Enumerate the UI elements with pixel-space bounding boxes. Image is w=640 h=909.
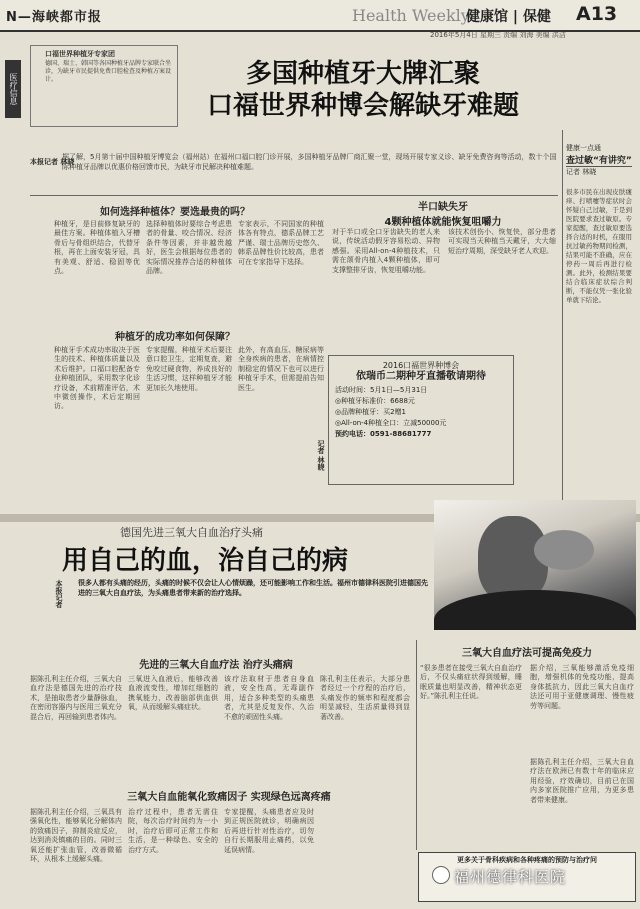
side-head-small: 健康一点通 [566,144,601,152]
event-line: ◎种植牙标准价：6688元 [335,397,415,405]
article-column: 种植牙手术成功率取决于医生的技术、种植体质量以及术后维护。口福口腔配备专业种植团队，采用数字化诊疗设备，术前精准评估，术中微创操作，术后定期回访。 [54,346,140,411]
subhead-line-1: 半口缺失牙 [418,202,468,213]
section-label: 健康馆 | 保健 [466,9,551,25]
story2-author: 本报记者 [55,580,63,608]
article-column: 据介绍，三氧能够激活免疫细胞，增强机体的免疫功能，提高身体抵抗力，因此三氧大自血疗法还可用于亚健康调理、慢性疲劳等问题。 [530,664,634,710]
story2-kicker: 德国先进三氧大自血治疗头痛 [120,526,263,539]
story2-subhead-1: 先进的三氧大自血疗法 治疗头痛病 [139,660,293,671]
watermark-text: 福州德律科医院 [454,868,567,886]
masthead-logo: N—海峡都市报 [6,10,102,25]
story2-headline: 用自己的血，治自己的病 [62,546,349,576]
story2-subhead-3: 三氧大自血疗法可提高免疫力 [462,648,592,659]
headline-line-2: 口福世界种博会解缺牙难题 [206,91,519,121]
event-line: 活动时间：5月1日—5月31日 [335,386,428,394]
side-column-text: 很多市民在出现皮肤瘙痒、打喷嚏等症状时会怀疑自己过敏，于是到医院要求查过敏原。专家提醒，查过敏原要选择合适的时机，在服用抗过敏药物期间检测，结果可能不准确，应在停药一周后再进行检测。此外，检测结果要结合临床症状综合判断，不能仅凭一张化验单就下结论。 [566,188,632,304]
article-column: 陈孔利主任表示，大部分患者经过一个疗程的治疗后，头痛发作的频率和程度都会明显减轻，生活质量得到显著改善。 [320,675,410,721]
event-line: ◎品牌种植牙：买2赠1 [335,408,407,416]
byline: 本报记者 林晓 [30,158,75,166]
date-line: 2016年5月4日 星期三 责编 刘海 美编 洪洁 [430,31,566,39]
photo-shoulder [434,590,636,630]
article-column: 专家提醒，头痛患者应及时到正规医院就诊，明确病因后再进行针对性治疗，切勿自行长期服用止痛药，以免延误病情。 [224,808,314,854]
wechat-icon [432,866,450,884]
subhead-choose-implant: 如何选择种植体？要选最贵的吗？ [100,207,250,218]
article-column: 据陈孔利主任介绍，三氧大自血疗法是德国先进的治疗技术，是抽取患者少量静脉血，在密闭容器内与医用三氧充分混合后，再回输到患者体内。 [30,675,122,721]
article-column: 专家提醒，种植牙术后要注意口腔卫生，定期复查，避免咬过硬食物，养成良好的生活习惯，这样种植牙才能更加长久地使用。 [146,346,232,392]
article-column: 此外，有高血压、糖尿病等全身疾病的患者，在病情控制稳定的情况下也可以进行种植牙手术，但需提前告知医生。 [238,346,324,392]
event-title: 依瑞币二期种牙直播敬请期待 [356,371,486,382]
story2-intro: 很多人都有头痛的经历，头痛的时候不仅会让人心情烦躁，还可能影响工作和生活。福州市德律科医院引进德国先进的三氧大自血疗法，为头痛患者带来新的治疗选择。 [78,579,428,597]
watermark [432,866,566,887]
headache-photo [434,500,636,630]
vertical-tag: 医疗信息 [5,60,21,118]
subhead-half-mouth [330,198,556,228]
article-column: 据陈孔利主任介绍，三氧具有强氧化性，能够氧化分解体内的致痛因子，抑制炎症反应，达到消炎镇痛的目的。同时三氧还能扩张血管，改善微循环，从根本上缓解头痛。 [30,808,122,864]
headline-line-1: 多国种植牙大牌汇聚 [245,59,480,89]
footer-title: 更多关于骨科疾病和各种疼痛的预防与治疗问 [457,856,597,864]
article-column: 三氧进入血液后，能够改善血液流变性，增加红细胞的携氧能力，改善脑部供血供氧，从而缓解头痛症状。 [128,675,218,712]
reporter-vertical: 记者 林晓 [317,440,325,471]
sidebar-text: 德国、瑞士、韩国等各国种植牙品牌专家联合坐诊，为缺牙市民提供免费口腔检查及种植方案设计。 [45,60,172,83]
article-column: 种植牙，是目前修复缺牙的最佳方案。种植体植入牙槽骨后与骨组织结合，代替牙根，再在上面安装牙冠，具有美观、舒适、稳固等优点。 [54,220,140,276]
sidebar-title: 口福世界种植牙专家团 [45,50,115,58]
event-line: ◎All-on-4种植全口：立减50000元 [335,419,447,427]
subhead-line-2: 4颗种植体就能恢复咀嚼力 [384,217,502,228]
article-column: 据陈孔利主任介绍，三氧大自血疗法在欧洲已有数十年的临床应用经验，疗效确切，目前已在国内多家医院推广应用，为更多患者带来健康。 [530,758,634,804]
page-header [0,0,640,32]
page-number: A13 [576,3,618,25]
article-column: 该疗法取材于患者自身血液，安全性高，无毒副作用，适合多种类型的头痛患者，尤其是反复发作、久治不愈的顽固性头痛。 [224,675,314,721]
article-column: 选择种植体时要综合考虑患者的骨量、咬合情况、经济条件等因素，并非越贵越好，医生会根据每位患者的实际情况推荐合适的种植体品牌。 [146,220,232,276]
main-headline [188,58,538,122]
column-divider [562,130,563,510]
story2-subhead-2: 三氧大自血能氧化致痛因子 实现绿色远离疼痛 [127,792,331,803]
article-column: 专家表示，不同国家的种植体各有特点，德系品牌工艺严谨、瑞士品牌历史悠久、韩系品牌性价比较高，患者可在专家指导下选择。 [238,220,324,266]
article-column: “很多患者在接受三氧大自血治疗后，不仅头痛症状得到缓解，睡眠质量也明显改善，精神状态更好。”陈孔利主任说。 [420,664,522,701]
side-head-title: 查过敏“有讲究” [566,153,632,167]
side-byline: 记者 林晓 [566,168,597,176]
article-column: 该技术创伤小、恢复快，部分患者可实现当天种植当天戴牙，大大缩短治疗周期，深受缺牙老人欢迎。 [448,228,556,255]
side-column-head [566,143,632,177]
event-small-title: 2016口福世界种博会 [382,361,460,370]
column-divider [416,640,417,850]
subhead-success-rate: 种植牙的成功率如何保障？ [115,332,235,343]
intro-paragraph: 据了解，5月第十届中国种植牙博览会（福州站）在福州口福口腔门诊开展，多国种植牙品牌厂商汇聚一堂，现场开展专家义诊、缺牙免费咨询等活动，数十个国际种植牙品牌以优惠价格回馈市民，为缺牙市民解决种植难题。 [62,153,557,171]
article-column: 治疗过程中，患者无需住院，每次治疗时间约为一小时，治疗后即可正常工作和生活，是一种绿色、安全的治疗方式。 [128,808,218,854]
article-column: 对于半口或全口牙齿缺失的老人来说，传统活动假牙容易松动、异物感强。采用All-on-4种植技术，只需在颌骨内植入4颗种植体，即可支撑整排牙齿，恢复咀嚼功能。 [332,228,440,274]
event-phone: 预约电话：0591-88681777 [335,430,432,438]
photo-hand [534,530,594,570]
expert-sidebar [30,45,178,127]
divider [30,195,558,196]
event-info-box [328,355,514,485]
health-weekly-label: Health Weekly [352,6,470,25]
